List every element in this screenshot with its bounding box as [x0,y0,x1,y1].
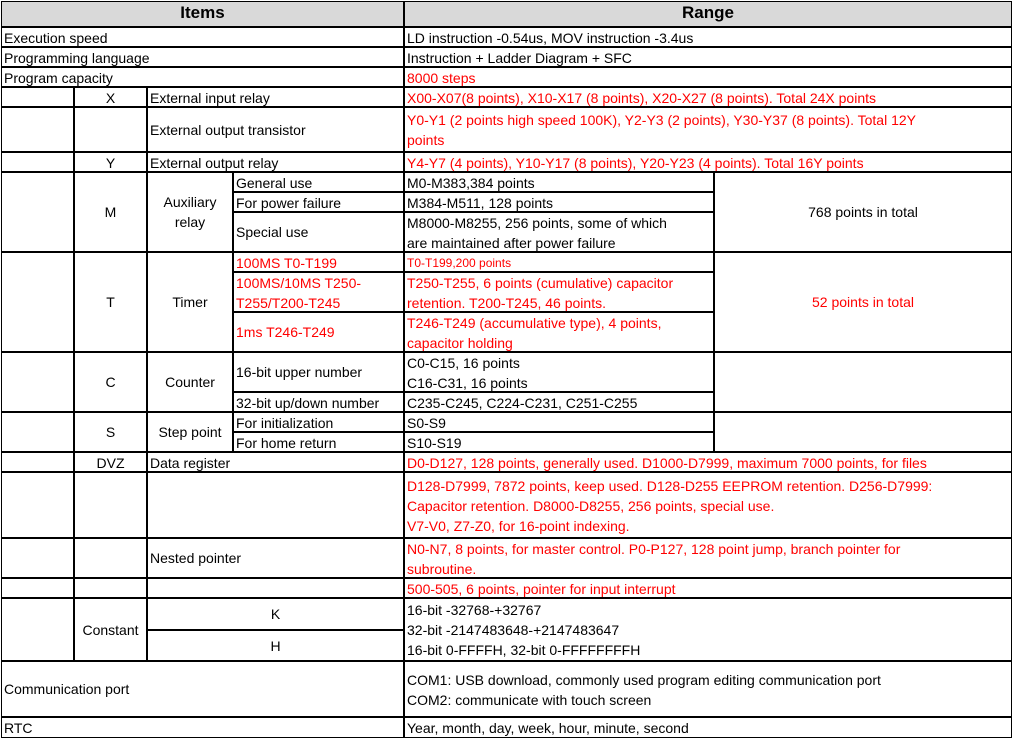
row-d128-empty-2 [74,472,147,538]
row-y-code: Y [74,152,147,172]
row-x-code: X [74,87,147,107]
row-t-r1-value: T0-T199,200 points [404,252,714,272]
row-x-empty [1,87,74,107]
row-nested-line2: subroutine. [407,561,477,577]
row-c-name-text: Counter [165,374,215,390]
row-nested-empty-1 [1,538,74,578]
row-s-total-empty [714,412,1012,452]
row-int-empty-2 [74,578,147,598]
row-d128-line1: D128-D7999, 7872 points, keep used. D128-D255 EEPROM retention. D256-D7999: [407,478,933,494]
row-nested-empty-2 [74,538,147,578]
row-comm-line1: COM1: USB download, commonly used program editing communication port [407,672,881,688]
row-const-line2: 32-bit -2147483648-+2147483647 [407,622,620,638]
row-dvz-name: Data register [147,452,404,472]
row-rtc-label: RTC [1,717,404,738]
row-d128-line3: V7-V0, Z7-Z0, for 16-point indexing. [407,518,630,534]
row-s-empty [1,412,74,452]
row-m-code [74,172,147,252]
row-m-special-line2: are maintained after power failure [407,235,616,251]
row-nested-line1: N0-N7, 8 points, for master control. P0-P127, 128 point jump, branch pointer for [407,541,901,557]
row-m-special-label-text: Special use [236,224,309,240]
row-m-power-value: M384-M511, 128 points [404,192,714,212]
row-yt-empty-2 [74,107,147,152]
row-s-name-text: Step point [158,424,222,440]
row-t-r1-label: 100MS T0-T199 [233,252,404,272]
row-c-r1-label-text: 16-bit upper number [236,364,363,380]
row-y-value: Y4-Y7 (4 points), Y10-Y17 (8 points), Y20-Y23 (4 points). Total 16Y points [404,152,1012,172]
row-dvz-empty [1,452,74,472]
row-m-special-label [233,212,404,252]
row-y-name: External output relay [147,152,404,172]
row-m-special-line1: M8000-M8255, 256 points, some of which [407,215,667,231]
row-m-empty [1,172,74,252]
row-s-r1-value: S0-S9 [404,412,714,432]
row-comm-label-text: Communication port [4,681,130,697]
row-prog-cap-value: 8000 steps [404,67,1012,87]
row-t-name-text: Timer [172,294,208,310]
row-const-h [147,630,404,661]
row-yt-value-line2: points [407,132,445,148]
row-yt-empty-1 [1,107,74,152]
row-int-value: 500-505, 6 points, pointer for input interrupt [404,578,1012,598]
row-const-line1: 16-bit -32768-+32767 [407,602,542,618]
row-const-line3: 16-bit 0-FFFFH, 32-bit 0-FFFFFFFFH [407,642,641,658]
row-m-code-text: M [104,204,117,220]
row-m-name [147,172,233,252]
row-c-r1-label [233,352,404,392]
row-m-name-line1: Auxiliary [163,194,217,210]
row-c-total-empty [714,352,1012,412]
row-t-r2-value-line1: T250-T255, 6 points (cumulative) capacitor [407,275,674,291]
row-const-k-text: K [270,606,281,622]
row-d128-empty-3 [147,472,404,538]
row-nested-value [404,538,1012,578]
row-const-empty [1,598,74,661]
row-c-empty [1,352,74,412]
row-t-r2-label [233,272,404,312]
row-x-value: X00-X07(8 points), X10-X17 (8 points), X20-X27 (8 points). Total 24X points [404,87,1012,107]
row-comm-value [404,661,1012,717]
row-yt-value-line1: Y0-Y1 (2 points high speed 100K), Y2-Y3 (2 points), Y30-Y37 (8 points). Total 12Y [407,112,916,128]
row-t-code [74,252,147,352]
row-y-empty [1,152,74,172]
row-prog-lang-label: Programming language [1,47,404,67]
row-t-r2-value [404,272,714,312]
row-s-name [147,412,233,452]
row-t-r2-label-line2: T255/T200-T245 [236,295,341,311]
row-c-code-text: C [105,374,116,390]
row-prog-lang-value: Instruction + Ladder Diagram + SFC [404,47,1012,67]
row-yt-value [404,107,1012,152]
row-t-r2-value-line2: retention. T200-T245, 46 points. [407,295,606,311]
row-t-code-text: T [106,294,115,310]
row-m-total-text: 768 points in total [808,204,918,220]
row-d128-line2: Capacitor retention. D8000-D8255, 256 points, special use. [407,498,775,514]
row-c-r2-value: C235-C245, C224-C231, C251-C255 [404,392,714,412]
row-t-r3-label [233,312,404,352]
row-rtc-value: Year, month, day, week, hour, minute, second [404,717,1012,738]
row-t-total-text: 52 points in total [812,294,914,310]
header-range: Range [404,1,1012,27]
row-c-r1-value-line2: C16-C31, 16 points [407,375,528,391]
row-c-name [147,352,233,412]
row-s-r1-label: For initialization [233,412,404,432]
row-comm-line2: COM2: communicate with touch screen [407,692,652,708]
row-t-total [714,252,1012,352]
row-exec-speed-label: Execution speed [1,27,404,47]
row-prog-cap-label: Program capacity [1,67,404,87]
row-dvz-code: DVZ [74,452,147,472]
row-m-special-value [404,212,714,252]
row-s-r2-value: S10-S19 [404,432,714,452]
row-t-r3-label-text: 1ms T246-T249 [236,324,335,340]
row-t-r3-value-line1: T246-T249 (accumulative type), 4 points, [407,315,662,331]
row-x-name: External input relay [147,87,404,107]
row-const-k [147,598,404,630]
row-t-r3-value-line2: capacitor holding [407,335,513,351]
row-m-name-line2: relay [174,214,206,230]
row-const-name-text: Constant [82,621,139,638]
row-const-value [404,598,1012,661]
row-yt-name-text: External output transistor [150,121,306,138]
row-dvz-value: D0-D127, 128 points, generally used. D1000-D7999, maximum 7000 points, for files [404,452,1012,472]
row-yt-name [147,107,404,152]
row-d128-value [404,472,1012,538]
row-c-r2-label: 32-bit up/down number [233,392,404,412]
row-int-empty-1 [1,578,74,598]
row-c-r1-value [404,352,714,392]
row-m-power-label: For power failure [233,192,404,212]
row-t-r3-value [404,312,714,352]
row-s-code-text: S [105,424,116,440]
row-nested-name [147,538,404,578]
row-nested-name-text: Nested pointer [150,550,242,566]
row-const-h-text: H [270,637,281,654]
row-c-r1-value-line1: C0-C15, 16 points [407,355,520,371]
row-c-code [74,352,147,412]
row-m-general-value: M0-M383,384 points [404,172,714,192]
row-m-total [714,172,1012,252]
row-m-general-label: General use [233,172,404,192]
row-const-name [74,598,147,661]
row-t-empty [1,252,74,352]
row-t-name [147,252,233,352]
row-s-r2-label: For home return [233,432,404,452]
row-d128-empty-1 [1,472,74,538]
row-t-r2-label-line1: 100MS/10MS T250- [236,275,362,291]
row-exec-speed-value: LD instruction -0.54us, MOV instruction -3.4us [404,27,1012,47]
row-comm-label [1,661,404,717]
header-items: Items [1,1,404,27]
row-s-code [74,412,147,452]
row-int-empty-3 [147,578,404,598]
